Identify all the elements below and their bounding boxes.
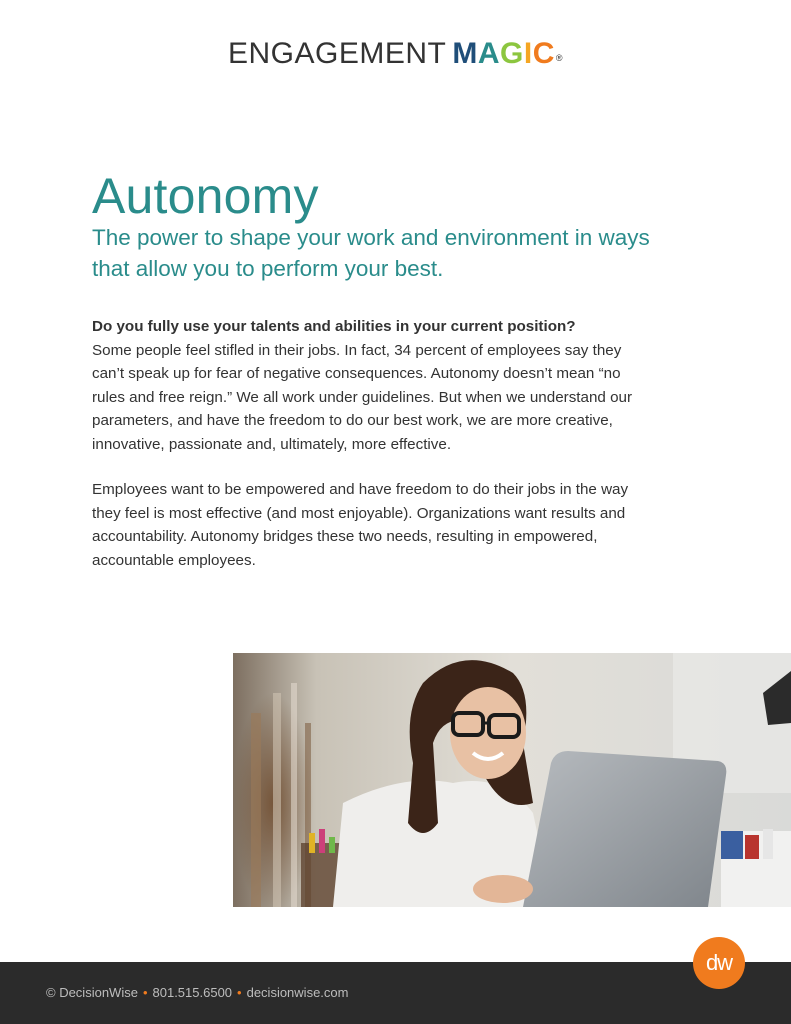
logo-letter: M [452,37,478,70]
page-footer [0,962,791,1024]
logo-letter: G [500,37,524,70]
logo-letter: C [532,37,555,70]
logo-word-engagement: ENGAGEMENT [227,37,447,70]
logo-letter: A [477,37,501,70]
photo-woman-laptop [233,653,791,907]
footer-separator: • [237,985,242,1000]
brand-logo [0,34,791,74]
footer-phone: 801.515.6500 [152,985,233,1000]
page-title: Autonomy [92,168,319,224]
paragraph-lead-question: Do you fully use your talents and abilities in your current position? [92,318,576,335]
paragraph-intro [92,315,652,456]
footer-separator: • [142,985,148,1000]
registered-mark: ® [555,53,564,63]
paragraph-empowerment: Employees want to be empowered and have freedom to do their jobs in the way they feel is most effective (and most enjoyable). Organizations want results and accountability. Autonomy bridges these two needs, resulting in empowered, accountable employees. [92,481,629,569]
decisionwise-logo-badge: dw [693,937,745,989]
footer-copyright: © DecisionWise [46,985,138,1000]
footer-contact-line [46,984,348,1002]
logo-word-magic [452,37,555,70]
logo-letter: I [523,37,533,70]
footer-website-link[interactable]: decisionwise.com [246,985,349,1000]
page-subtitle: The power to shape your work and environment in ways that allow you to perform your best. [92,225,650,281]
paragraph-intro-text: Some people feel stifled in their jobs. In fact, 34 percent of employees say they can’t speak up for fear of negative consequences. Autonomy doesn’t mean “no rules and free reign.” We all work under guidelines. But when we understand our parameters, and have the freedom to do our best work, we are more creative, innovative, passionate and, ultimately, more effective. [92,341,633,453]
